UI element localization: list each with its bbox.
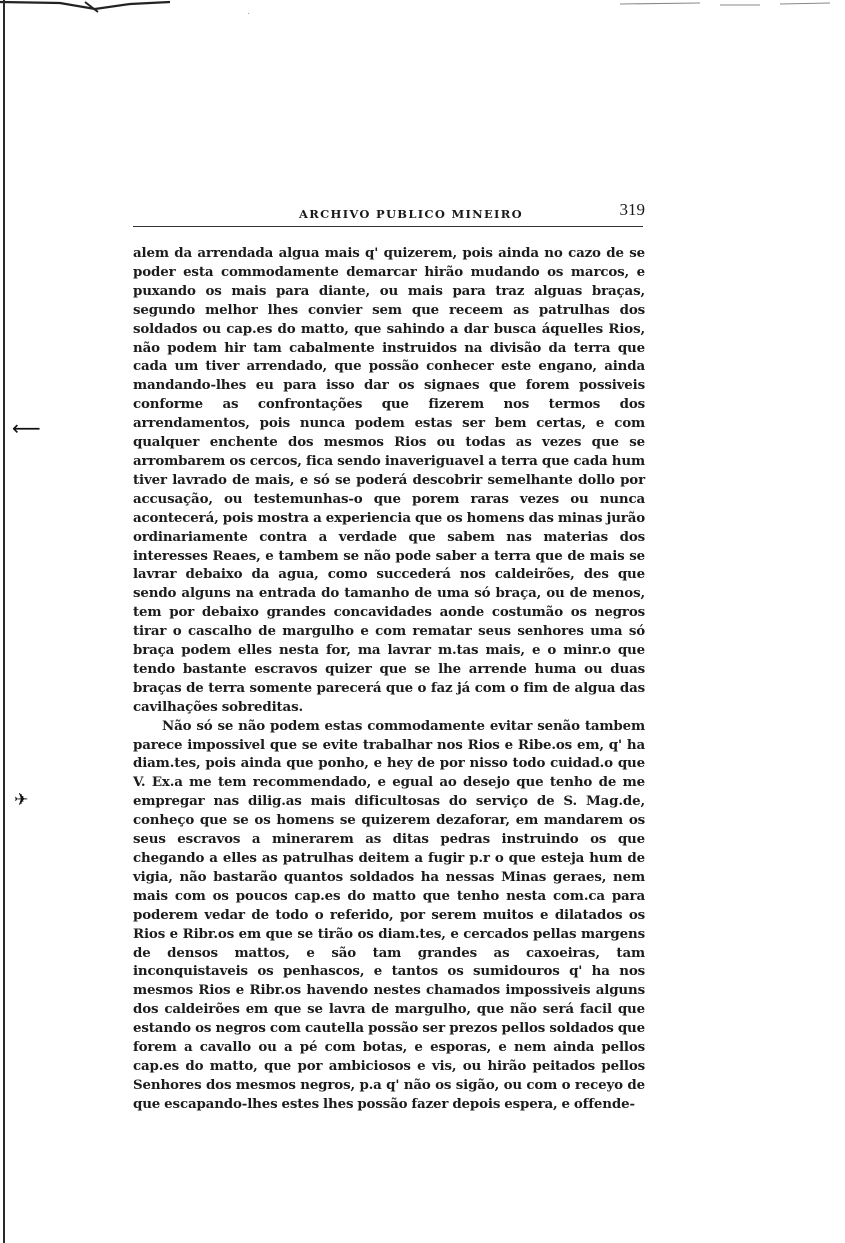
scan-artifact-top xyxy=(0,0,845,14)
margin-bird-mark: ✈ xyxy=(14,790,29,810)
margin-arrow-mark: ⟵ xyxy=(12,416,41,440)
page-header xyxy=(133,196,645,230)
body-text xyxy=(133,244,645,1114)
paragraph-1: alem da arrendada alguа mais q' quizerem, pois ainda no cazo de se poder esta commodamente demarcar hirão mudando os marcos, e puxando os mais para diante, ou mais para traz alguas braças, segundo melhor lhes convier sem que receem as patrulhas dos soldados ou cap.es do matto, que sahindo a dar busca áquelles Rios, não podem hir tam cabalmente instruidos na divisão da terra que cada um tiver arrendado, que possão conhecer este engano, ainda mandando-lhes eu para isso dar os signaes que forem possiveis conforme as confrontações que fizerem nos termos dos arrendamentos, pois nunca podem estas ser bem certas, e com qualquer enchente dos mesmos Rios ou todas as vezes que se arrombarem os cercos, fica sendo inaveriguavel a terra que cada hum tiver lavrado de mais, e só se poderá descobrir semelhante dollo por accusação, ou testemunhas-o que porem raras vezes ou nunca acontecerá, pois mostra a experiencia que os homens das minas jurão ordinariamente contra a verdade que sabem nas materias dos interesses Reaes, e tambem se não pode saber a terra que de mais se lavrar debaixo da agua, como succederá nos caldeirões, des que sendo alguns na entrada do tamanho de uma só braça, ou de menos, tem por debaixo grandes concavidades aonde costumão os negros tirar o cascalho de margulho e com rematar seus senhores uma só braça podem elles nesta for, ma lavrar m.tas mais, e o minr.o que tendo bastante escravos quizer que se lhe arrende huma ou duas braças de terra somente parecerá que o faz já com o fim de alguа das cavilhações sobreditas. xyxy=(133,245,645,715)
header-rule xyxy=(133,226,643,227)
page-number: 319 xyxy=(619,200,645,219)
running-title: ARCHIVO PUBLICO MINEIRO xyxy=(299,207,523,221)
paragraph-2: Não só se não podem estas commodamente evitar senão tambem parece impossivel que se evite trabalhar nos Rios e Ribe.os em, q' ha diam.tes, pois ainda que ponho, e hey de por nisso todo cuidad.o que V. Ex.a me tem recommendado, e egual ao desejo que tenho de me empregar nas dilig.as mais dificultosas do serviço de S. Mag.de, conheço que se os homens se quizerem dezaforar, em mandarem os seus escravos a minerarem as ditas pedras instruindo os que chegando a elles as patrulhas deitem a fugir p.r o que esteja hum de vigia, não bastarão quantos soldados ha nessas Minas geraes, nem mais com os poucos cap.es do matto que tenho nesta com.ca para poderem vedar de todo o referido, por serem muitos e dilatados os Rios e Ribr.os em que se tirão os diam.tes, e cercados pellas margens de densos mattos, e são tam grandes as caxoeiras, tam inconquistaveis os penhascos, e tantos os sumidouros q' ha nos mesmos Rios e Ribr.os havendo nestes chamados impossiveis alguns dos caldeirões em que se lavra de margulho, que não será facil que estando os negros com cautella possão ser prezos pellos soldados que forem a cavallo ou a pé com botas, e esporas, e nem ainda pellos cap.es do matto, que por ambiciosos e vis, ou hirão peitados pellos Senhores dos mesmos negros, p.a q' não os sigão, ou com o receyo de que escapando-lhes estes lhes possão fazer depois espera, e offende- xyxy=(133,717,645,1112)
scan-left-edge xyxy=(3,0,5,1243)
